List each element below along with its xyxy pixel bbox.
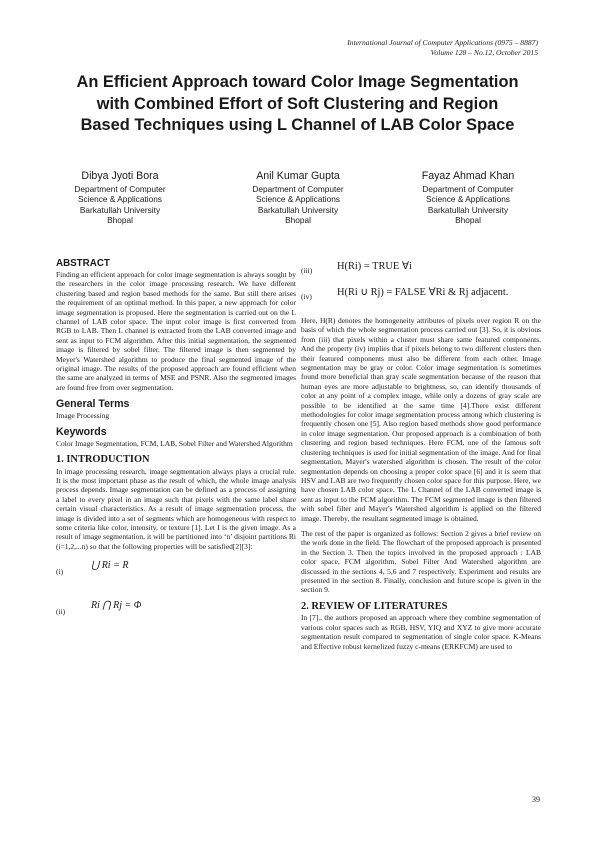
equation-number: (iv) xyxy=(301,292,312,301)
section-2-heading: 2. REVIEW OF LITERATURES xyxy=(301,600,448,612)
body-paragraph: The rest of the paper is organized as follows: Section 2 gives a brief review on the work done in the field. The flowchart of the proposed approach is presented in the Section 3. Then the topics involved in the proposed approach : LAB color space, FCM algorithm, Sobel Filter And Watershed algorithm are discussed in the sections 4, 5,6 and 7 respectively. Experiment and results are presented in the section 8. Finally, conclusion and future scope is given in the section 9. xyxy=(301,528,541,595)
abstract-text: Finding an efficient approach for color image segmentation is always sought by the researchers in the color image processing research. We have different clustering based and region based methods for the same. But still there arises the requirement of an optimal method. In this paper, a new approach for color image segmentation is proposed. Here the segmentation is carried out on the L channel of LAB color space. The input color image is first converted from RGB to LAB. Then L channel is extracted from the LAB converted image and sent as input to FCM algorithm. After this initial segmentation, the segmented image is filtered by sobel filter. The filtered image is then segmented by Meyer's Watershed algorithm to produce the final segmented image of the original image. The results of the proposed approach are found efficient when the same are analyzed in terms of MSE and PSNR. Also the segmented images are found free from over segmentation. xyxy=(56,270,296,392)
author-dept: Department of Computer xyxy=(422,184,514,194)
author-dept-2: Science & Applications xyxy=(256,194,340,205)
journal-volume: Volume 128 – No.12, October 2015 xyxy=(430,48,538,57)
title-line-3: Based Techniques using L Channel of LAB Color Space xyxy=(80,116,515,134)
equation-expression: ⋃ Ri = R xyxy=(91,560,129,572)
equation-expression: H(Ri ∪ Rj) = FALSE ∀Ri & Rj adjacent. xyxy=(337,287,509,298)
equation-number: (i) xyxy=(56,567,64,577)
equation-number: (ii) xyxy=(56,607,66,617)
left-column xyxy=(56,258,296,623)
equation-expression: Ri ⋂ Rj = Φ xyxy=(91,600,142,612)
author-city: Bhopal xyxy=(455,214,481,225)
keywords-heading: Keywords xyxy=(56,426,107,439)
paper-title xyxy=(40,72,555,137)
body-paragraph: In [7]., the authors proposed an approach where they combine segmentation of various color spaces such as RGB, HSV, YIQ and XYZ to give more accurate segmentation result compared to segmentation of single color space. K-Means and Effective robust kernelized fuzzy c-means (ERKFCM) are used to xyxy=(301,613,541,651)
author-dept: Department of Computer xyxy=(74,184,166,194)
body-paragraph: Here, H(R) denotes the homogeneity attributes of pixels over region R on the basis of which the whole segmentation process carried out [3]. So, it is obvious from (iii) that pixels within a cluster must share same featured components. And the property (iv) implies that if pixels belong to two different clusters then their featured components must also be different from each other. Image segmentation may be gray or color. Color image segmentation is sometimes found more beneficial than gray scale segmentation because of the reason that human eyes are more adjustable to brightness, so, can identify thousands of color at any point of a complex image, while only a dozens of gray scale are possible to be identified at the same time [4].There exist different methodologies for color image segmentation process among which clustering is frequently chosen one [5]. Also region based methods show good performance in color image segmentation. Our proposed approach is a combination of both clustering and region based techniques. Here FCM, one of the famous soft clustering techniques is used for initial segmentation of the image. And for final segmentation, Mayer's watershed algorithm is chosen. The result of the color segmentation depends on choosing a proper color space [6] and it is seem that HSV and LAB are two frequently chosen color space for this purpose. Here, we have chosen LAB color space. The L Channel of the LAB converted image is sent as input to the FCM algorithm. The FCM segmented image is then filtered with sobel filter and Mayer's Watershed algorithm is applied on the filtered image. Thereby, the resultant segmented image is obtained. xyxy=(301,316,541,523)
author-dept-2: Science & Applications xyxy=(426,194,510,205)
author-dept-2: Science & Applications xyxy=(78,194,162,205)
equation-iii xyxy=(301,260,541,282)
author-name: Dibya Jyoti Bora xyxy=(81,170,159,182)
title-line-1: An Efficient Approach toward Color Image Segmentation xyxy=(76,73,519,91)
abstract-heading: ABSTRACT xyxy=(56,258,110,269)
author-city: Bhopal xyxy=(285,214,311,225)
general-terms-text: Image Processing xyxy=(56,410,110,420)
title-line-2: with Combined Effort of Soft Clustering and Region xyxy=(96,94,499,113)
author-city: Bhopal xyxy=(107,214,133,225)
keywords-text: Color Image Segmentation, FCM, LAB, Sobel Filter and Watershed Algorithm xyxy=(56,438,293,448)
author-university: Barkatullah University xyxy=(79,204,161,215)
journal-name: International Journal of Computer Applications (0975 – 8887) xyxy=(347,38,538,47)
page-number: 39 xyxy=(532,795,540,804)
author-name: Anil Kumar Gupta xyxy=(256,170,340,182)
author-2 xyxy=(218,170,378,225)
author-dept: Department of Computer xyxy=(252,184,344,194)
right-column xyxy=(301,260,541,651)
introduction-text: In image processing research, image segmentation always plays a crucial rule. It is the most important phase as the result of which, the whole image analysis process depends. Image segmentation can be defined as a process of assigning a label to every pixel in an image such that pixels with the same label share certain visual characteristics. As a result of image segmentation process, the image is divided into a set of segments which are homogeneous with respect to some criteria like color, intensity, or texture [1]. Let I is the given image. As a result of image segmentation, it will be partitioned into ‘n’ disjoint partitions Ri (i=1,2,...n) so that the following properties will be satisfied[2][3]: xyxy=(56,466,296,551)
author-3 xyxy=(388,170,548,225)
general-terms-heading: General Terms xyxy=(56,398,130,411)
author-name: Fayaz Ahmad Khan xyxy=(421,170,515,182)
equation-expression: H(Ri) = TRUE ∀i xyxy=(337,261,412,272)
equation-i xyxy=(56,559,296,589)
equation-ii xyxy=(56,599,296,623)
author-university: Barkatullah University xyxy=(257,204,339,215)
journal-header xyxy=(347,38,538,58)
author-1 xyxy=(40,170,200,225)
introduction-heading: 1. INTRODUCTION xyxy=(56,454,150,466)
equation-number: (iii) xyxy=(301,266,313,275)
equation-iv xyxy=(301,286,541,308)
author-university: Barkatullah University xyxy=(427,204,509,215)
